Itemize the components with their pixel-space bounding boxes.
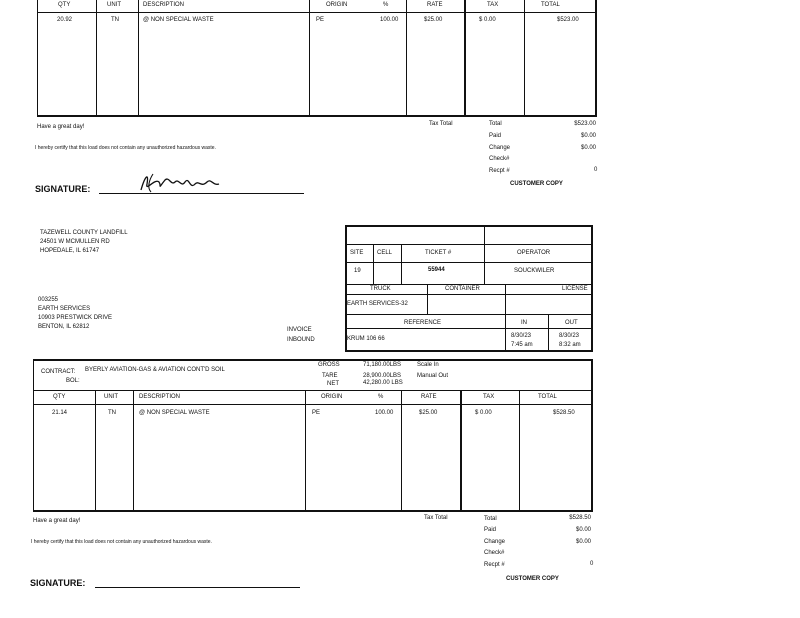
site-label: SITE <box>350 250 364 256</box>
summary-value: $523.00 <box>574 121 596 127</box>
row-qty: 20.92 <box>57 17 73 23</box>
out-date: 8/30/23 <box>559 333 580 339</box>
tax-total-label: Tax Total <box>429 121 453 127</box>
signature-line <box>95 587 300 588</box>
row-origin: PE <box>312 410 321 416</box>
header-unit: UNIT <box>107 2 121 8</box>
in-label: IN <box>521 320 527 326</box>
customer-id: 003255 <box>38 297 59 303</box>
gross-label: GROSS <box>318 362 340 368</box>
reference-value: KRUM 106 66 <box>347 336 385 342</box>
truck-value: EARTH SERVICES-32 <box>347 301 408 307</box>
header-rate: RATE <box>421 394 437 400</box>
summary-label: Total <box>484 516 497 522</box>
header-total: TOTAL <box>541 2 560 8</box>
summary-label: Change <box>489 145 511 151</box>
summary-value: $528.50 <box>569 515 591 521</box>
summary-label: Paid <box>489 133 502 139</box>
operator-value: SOUCKWILER <box>514 268 555 274</box>
copy-label: CUSTOMER COPY <box>510 181 563 187</box>
summary-label: Check# <box>484 550 505 556</box>
summary-label: Change <box>484 539 506 545</box>
summary-label: Total <box>489 121 502 127</box>
site-value: 19 <box>354 268 361 274</box>
row-tax: $ 0.00 <box>479 17 496 23</box>
row-total: $523.00 <box>557 17 579 23</box>
gross-value: 71,180.00LBS <box>363 362 402 368</box>
summary-value: $0.00 <box>580 133 596 139</box>
header-rate: RATE <box>427 2 443 8</box>
row-unit: TN <box>108 410 116 416</box>
summary-value: $0.00 <box>575 527 591 533</box>
header-qty: QTY <box>53 394 66 400</box>
header-total: TOTAL <box>538 394 557 400</box>
summary-label: Paid <box>484 527 497 533</box>
summary-value: 0 <box>590 561 594 567</box>
ticket-value: 55944 <box>428 267 445 273</box>
certify-text: I hereby certify that this load does not contain any unauthorized hazardous waste. <box>31 539 212 545</box>
landfill-address2: HOPEDALE, IL 61747 <box>40 248 100 254</box>
out-label: OUT <box>565 320 578 326</box>
net-value: 42,280.00 LBS <box>363 380 403 386</box>
copy-label: CUSTOMER COPY <box>506 576 559 582</box>
cell-label: CELL <box>377 250 393 256</box>
row-pct: 100.00 <box>380 17 399 23</box>
row-total: $528.50 <box>553 410 575 416</box>
row-pct: 100.00 <box>375 410 394 416</box>
greeting: Have a great day! <box>33 518 81 524</box>
row-tax: $ 0.00 <box>475 410 492 416</box>
truck-label: TRUCK <box>370 286 391 292</box>
bol-label: BOL: <box>66 378 80 384</box>
header-tax: TAX <box>487 2 499 8</box>
row-qty: 21.14 <box>52 410 68 416</box>
net-label: NET <box>327 381 339 387</box>
license-label: LICENSE <box>562 286 588 292</box>
summary-value: $0.00 <box>575 539 591 545</box>
landfill-name: TAZEWELL COUNTY LANDFILL <box>40 230 128 236</box>
tare-note: Manual Out <box>417 373 449 379</box>
summary-value: $0.00 <box>580 145 596 151</box>
header-unit: UNIT <box>104 394 118 400</box>
customer-address2: BENTON, IL 62812 <box>38 324 90 330</box>
summary-label: Recpt # <box>484 562 505 568</box>
out-time: 8:32 am <box>559 342 581 348</box>
inbound-flag: INBOUND <box>287 337 315 343</box>
gross-note: Scale In <box>417 362 439 368</box>
operator-label: OPERATOR <box>517 250 551 256</box>
tare-label: TARE <box>322 373 338 379</box>
invoice-flag: INVOICE <box>287 327 312 333</box>
tare-value: 28,900.00LBS <box>363 373 402 379</box>
row-unit: TN <box>111 17 119 23</box>
signature-scribble <box>135 170 225 196</box>
container-label: CONTAINER <box>445 286 480 292</box>
row-rate: $25.00 <box>419 410 438 416</box>
header-description: DESCRIPTION <box>143 2 185 8</box>
header-origin: ORIGIN <box>326 2 348 8</box>
header-origin: ORIGIN <box>321 394 343 400</box>
customer-name: EARTH SERVICES <box>38 306 91 312</box>
greeting: Have a great day! <box>37 124 85 130</box>
header-description: DESCRIPTION <box>139 394 181 400</box>
tax-total-label: Tax Total <box>424 515 448 521</box>
summary-label: Recpt # <box>489 168 510 174</box>
row-rate: $25.00 <box>424 17 443 23</box>
certify-text: I hereby certify that this load does not contain any unauthorized hazardous waste. <box>35 145 216 151</box>
header-tax: TAX <box>483 394 495 400</box>
summary-label: Check# <box>489 156 510 162</box>
header-qty: QTY <box>58 2 71 8</box>
header-pct: % <box>383 2 389 8</box>
signature-label: SIGNATURE: <box>30 578 86 588</box>
header-pct: % <box>378 394 384 400</box>
ticket-label: TICKET # <box>425 250 452 256</box>
row-origin: PE <box>316 17 325 23</box>
reference-label: REFERENCE <box>404 320 442 326</box>
customer-address1: 10903 PRESTWICK DRIVE <box>38 315 113 321</box>
summary-value: 0 <box>594 167 598 173</box>
contract-label: CONTRACT: <box>41 369 76 375</box>
contract-value: BYERLY AVIATION-GAS & AVIATION CONT'D SOIL <box>85 367 225 373</box>
in-date: 8/30/23 <box>511 333 532 339</box>
signature-label: SIGNATURE: <box>35 184 91 194</box>
row-description: @ NON SPECIAL WASTE <box>143 17 214 23</box>
landfill-address1: 24501 W MCMULLEN RD <box>40 239 110 245</box>
row-description: @ NON SPECIAL WASTE <box>139 410 210 416</box>
in-time: 7:45 am <box>511 342 533 348</box>
